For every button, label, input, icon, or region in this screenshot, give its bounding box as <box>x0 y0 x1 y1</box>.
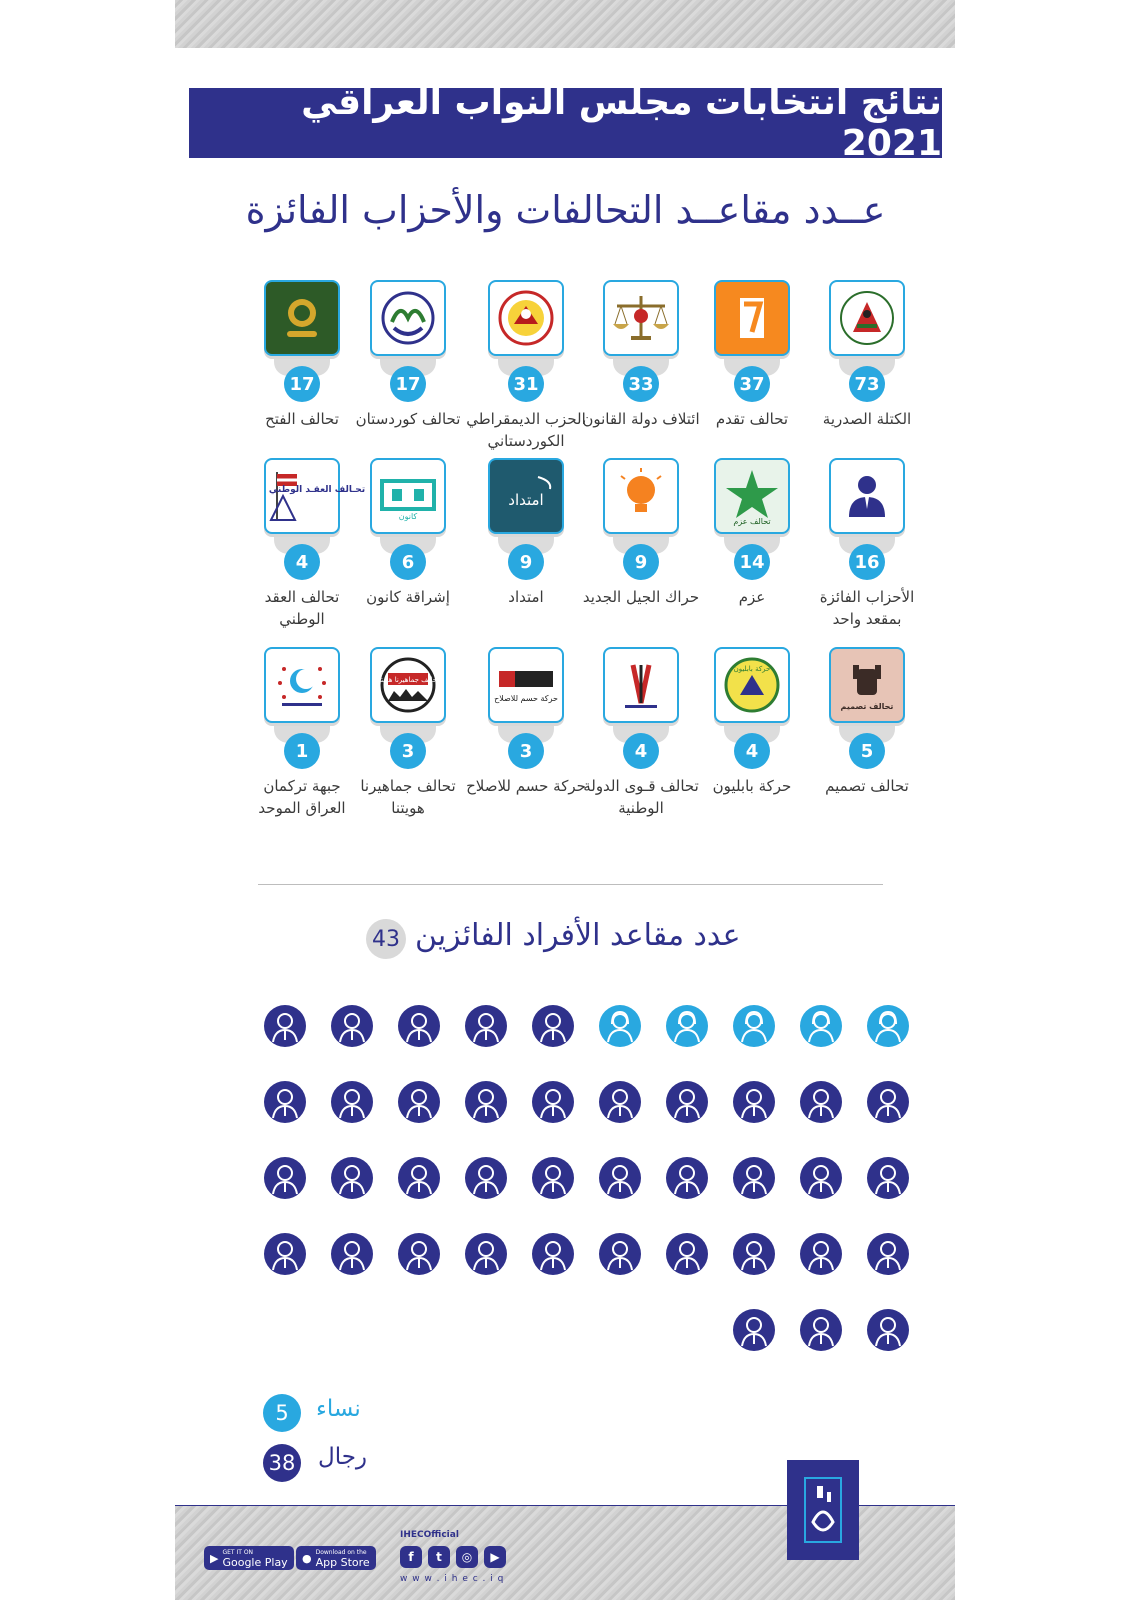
seat-count: 3 <box>390 733 426 769</box>
jamahirna-logo <box>370 647 446 723</box>
party-card-sadrist <box>807 280 927 430</box>
man-icon <box>263 1080 307 1124</box>
national-contract-logo <box>264 458 366 534</box>
man-icon <box>732 1080 776 1124</box>
man-icon <box>330 1232 374 1276</box>
women-label: نساء <box>316 1396 361 1422</box>
party-name: عزم <box>738 588 766 606</box>
party-name: الأحزاب الفائزة بمقعد واحد <box>819 588 915 628</box>
state-forces-logo <box>603 647 679 723</box>
lion-logo <box>264 280 340 356</box>
google-play-text: Google Play <box>222 1556 288 1569</box>
woman-icon <box>866 1004 910 1048</box>
party-card-national-state-forces <box>581 647 701 819</box>
party-name: حركة بابليون <box>712 777 792 795</box>
party-card-imtidad <box>466 458 586 608</box>
individuals-title: عدد مقاعد الأفراد الفائزين <box>415 918 741 953</box>
man-icon <box>531 1156 575 1200</box>
facebook-icon[interactable]: f <box>400 1546 422 1568</box>
seat-count: 9 <box>508 544 544 580</box>
man-icon <box>397 1004 441 1048</box>
man-icon <box>866 1232 910 1276</box>
man-icon <box>330 1080 374 1124</box>
azm-logo <box>714 458 790 534</box>
jamahirna-logo-text: تحالف جماهيرنا هويتنا <box>376 676 440 684</box>
party-card-hasm <box>466 647 586 797</box>
page-title: نتائج انتخابات مجلس النواب العراقي 2021 <box>301 82 942 164</box>
google-play-badge[interactable] <box>204 1546 294 1570</box>
party-name: حركة حسم للاصلاح <box>466 777 586 795</box>
party-card-kdp <box>466 280 586 452</box>
scales-logo <box>603 280 679 356</box>
seat-count: 9 <box>623 544 659 580</box>
party-card-babylon <box>692 647 812 797</box>
man-icon <box>330 1004 374 1048</box>
man-icon <box>531 1080 575 1124</box>
ihec-logo <box>787 1460 859 1560</box>
party-name: تحالف تصميم <box>825 777 909 795</box>
turkmen-logo <box>264 647 340 723</box>
party-name: الحزب الديمقراطي الكوردستاني <box>466 410 586 450</box>
party-name: تحالف تقدم <box>715 410 789 428</box>
party-name: تحالف الفتح <box>265 410 339 428</box>
party-card-single-seat <box>807 458 927 630</box>
man-icon <box>531 1004 575 1048</box>
seat-count: 73 <box>849 366 885 402</box>
man-icon <box>866 1156 910 1200</box>
seat-count: 33 <box>623 366 659 402</box>
seat-count: 1 <box>284 733 320 769</box>
party-name: حراك الجيل الجديد <box>582 588 700 606</box>
azm-logo-text: تحالف عزم <box>733 517 771 526</box>
section-divider <box>258 884 883 885</box>
woman-icon <box>732 1004 776 1048</box>
taqadum-logo <box>714 280 790 356</box>
party-card-jamahirna <box>348 647 468 819</box>
man-icon <box>397 1156 441 1200</box>
paper-texture-top <box>175 0 955 48</box>
party-name: تحالف العقد الوطني <box>264 588 340 628</box>
bulb-logo <box>603 458 679 534</box>
party-card-ishraqat-kanon <box>348 458 468 608</box>
woman-icon <box>665 1004 709 1048</box>
imtidad-logo <box>488 458 564 534</box>
party-card-state-of-law <box>581 280 701 430</box>
man-icon <box>665 1156 709 1200</box>
person-silhouette-icon <box>829 458 905 534</box>
man-icon <box>330 1156 374 1200</box>
man-icon <box>866 1080 910 1124</box>
party-name: جبهة تركمان العراق الموحد <box>258 777 346 817</box>
party-card-azm <box>692 458 812 608</box>
women-count-badge: 5 <box>263 1394 301 1432</box>
man-icon <box>732 1308 776 1352</box>
seat-count: 37 <box>734 366 770 402</box>
individuals-total-badge: 43 <box>366 919 406 959</box>
party-name: امتداد <box>508 588 544 606</box>
seat-count: 4 <box>734 733 770 769</box>
man-icon <box>732 1156 776 1200</box>
page-title-bar <box>189 82 942 164</box>
party-name: ائتلاف دولة القانون <box>582 410 700 428</box>
seat-count: 14 <box>734 544 770 580</box>
social-handle: IHECOfficial <box>400 1530 459 1540</box>
man-icon <box>665 1232 709 1276</box>
app-store-badge[interactable] <box>296 1546 376 1570</box>
youtube-icon[interactable]: ▶ <box>484 1546 506 1568</box>
seat-count: 16 <box>849 544 885 580</box>
party-card-taqadum <box>692 280 812 430</box>
man-icon <box>598 1080 642 1124</box>
seat-count: 3 <box>508 733 544 769</box>
imtidad-logo-text: امتداد <box>508 491 544 509</box>
man-icon <box>598 1156 642 1200</box>
kdp-logo <box>488 280 564 356</box>
seat-count: 31 <box>508 366 544 402</box>
man-icon <box>531 1232 575 1276</box>
party-card-fatah <box>242 280 362 430</box>
man-icon <box>263 1156 307 1200</box>
website-url: w w w . i h e c . i q <box>400 1574 505 1584</box>
man-icon <box>866 1308 910 1352</box>
party-card-turkmen-front <box>242 647 362 819</box>
seat-count: 17 <box>284 366 320 402</box>
party-card-national-contract <box>242 458 366 630</box>
twitter-icon[interactable]: t <box>428 1546 450 1568</box>
man-icon <box>799 1156 843 1200</box>
man-icon <box>464 1080 508 1124</box>
app-store-small-text: Download on the <box>315 1549 367 1556</box>
fist-logo <box>829 647 905 723</box>
kanon-logo <box>370 458 446 534</box>
man-icon <box>263 1004 307 1048</box>
party-name: تحالف كوردستان <box>355 410 461 428</box>
national-contract-logo-text: تحـالف العقـد الوطني <box>268 485 366 495</box>
babylon-logo <box>714 647 790 723</box>
google-play-small-text: GET IT ON <box>222 1549 254 1556</box>
page-subtitle: عــدد مقاعــد التحالفات والأحزاب الفائزة <box>245 188 886 232</box>
man-icon <box>598 1232 642 1276</box>
sadrist-logo <box>829 280 905 356</box>
seat-count: 5 <box>849 733 885 769</box>
woman-icon <box>799 1004 843 1048</box>
woman-icon <box>598 1004 642 1048</box>
kanon-logo-text: كانون <box>398 512 418 521</box>
hasm-logo-text: حركة حسم للاصلاح <box>494 694 558 703</box>
man-icon <box>464 1004 508 1048</box>
seat-count: 17 <box>390 366 426 402</box>
man-icon <box>799 1080 843 1124</box>
party-name: الكتلة الصدرية <box>822 410 912 428</box>
man-icon <box>464 1156 508 1200</box>
play-icon: ▶ <box>210 1551 219 1565</box>
app-store-text: App Store <box>315 1556 370 1569</box>
instagram-icon[interactable]: ◎ <box>456 1546 478 1568</box>
seat-count: 6 <box>390 544 426 580</box>
party-card-tasmeem <box>807 647 927 797</box>
party-name: تحالف جماهيرنا هويتنا <box>360 777 456 817</box>
party-card-new-generation <box>581 458 701 608</box>
men-label: رجال <box>318 1444 368 1470</box>
kurdistan-logo <box>370 280 446 356</box>
babylon-logo-text: حركة بابليون <box>733 665 771 673</box>
men-count-badge: 38 <box>263 1444 301 1482</box>
man-icon <box>464 1232 508 1276</box>
man-icon <box>665 1080 709 1124</box>
hasm-logo <box>488 647 564 723</box>
man-icon <box>799 1232 843 1276</box>
tasmeem-logo-text: تحالف تصميم <box>840 702 894 711</box>
man-icon <box>397 1080 441 1124</box>
party-name: إشراقة كانون <box>366 588 450 606</box>
man-icon <box>732 1232 776 1276</box>
man-icon <box>799 1308 843 1352</box>
man-icon <box>263 1232 307 1276</box>
party-name: تحالف قـوى الدولة الوطنية <box>583 777 699 817</box>
seat-count: 4 <box>284 544 320 580</box>
party-card-kurdistan <box>348 280 468 430</box>
seat-count: 4 <box>623 733 659 769</box>
man-icon <box>397 1232 441 1276</box>
apple-icon: ● <box>302 1551 312 1565</box>
